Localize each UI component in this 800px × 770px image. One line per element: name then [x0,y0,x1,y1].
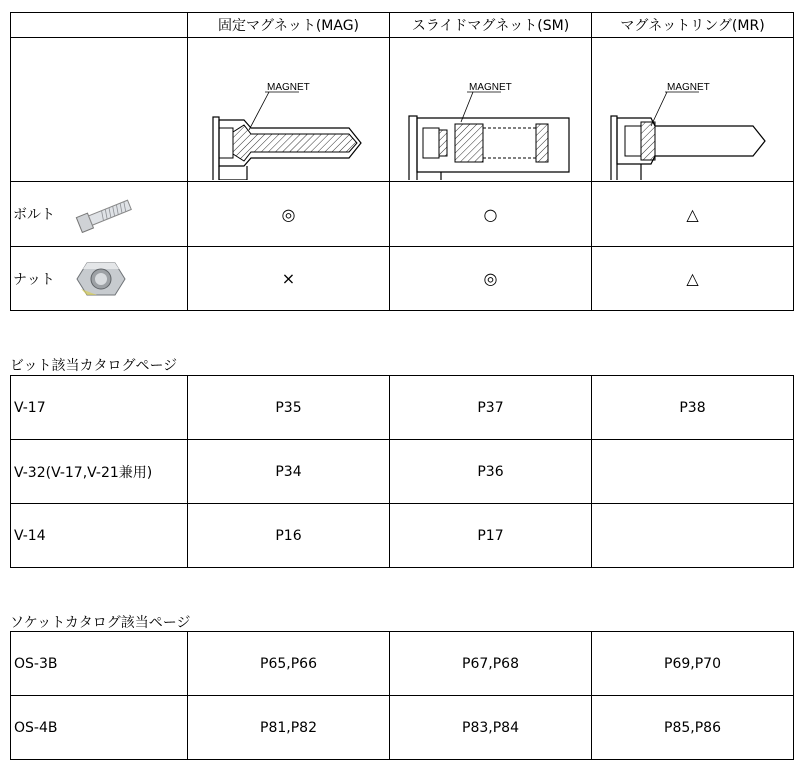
magnet-ring-diagram-cell [592,38,794,182]
bit-page-cell: P38 [592,376,794,440]
bit-row-label: V-17 [11,376,188,440]
bit-catalog-title: ビット該当カタログページ [10,358,178,374]
row-label-nut [11,247,188,311]
bolt-fixed-magnet-rating: ◎ [188,182,390,247]
nut-fixed-magnet-rating: × [188,247,390,311]
socket-row-label: OS-4B [11,696,188,760]
bit-page-cell: P35 [188,376,390,440]
socket-page-cell: P69,P70 [592,632,794,696]
magnet-type-table [10,12,794,311]
bolt-label: ボルト [13,207,55,223]
fixed-magnet-diagram-cell [188,38,390,182]
socket-row-label: OS-3B [11,632,188,696]
socket-page-cell: P67,P68 [390,632,592,696]
nut-slide-magnet-rating: ◎ [390,247,592,311]
socket-page-cell: P65,P66 [188,632,390,696]
bolt-slide-magnet-rating: ○ [390,182,592,247]
bolt-magnet-ring-rating: △ [592,182,794,247]
bit-page-cell [592,504,794,568]
bit-row-label: V-32(V-17,V-21兼用) [11,440,188,504]
bit-page-cell: P16 [188,504,390,568]
magnet-ring-diagram [593,40,793,180]
fixed-magnet-diagram [189,40,389,180]
row-label-bolt [11,182,188,247]
nut-photo-icon [73,255,129,303]
magnet-label: MAGNET [468,81,512,93]
socket-page-cell: P83,P84 [390,696,592,760]
slide-magnet-diagram-cell [390,38,592,182]
magnet-label: MAGNET [666,81,710,93]
bit-page-cell: P17 [390,504,592,568]
bit-row-label: V-14 [11,504,188,568]
nut-label: ナット [13,271,55,288]
socket-page-cell: P85,P86 [592,696,794,760]
header-magnet-ring: マグネットリング(MR) [592,13,794,38]
slide-magnet-diagram [391,40,591,180]
bit-catalog-table [10,375,794,568]
bolt-photo-icon [73,195,135,233]
nut-magnet-ring-rating: △ [592,247,794,311]
socket-catalog-title: ソケットカタログ該当ページ [10,615,191,631]
header-empty [11,13,188,38]
socket-catalog-table [10,631,794,760]
bit-page-cell [592,440,794,504]
bit-page-cell: P37 [390,376,592,440]
magnet-label: MAGNET [266,81,310,93]
header-slide-magnet: スライドマグネット(SM) [390,13,592,38]
diagram-empty-cell [11,38,188,182]
bit-page-cell: P36 [390,440,592,504]
socket-page-cell: P81,P82 [188,696,390,760]
header-fixed-magnet: 固定マグネット(MAG) [188,13,390,38]
bit-page-cell: P34 [188,440,390,504]
